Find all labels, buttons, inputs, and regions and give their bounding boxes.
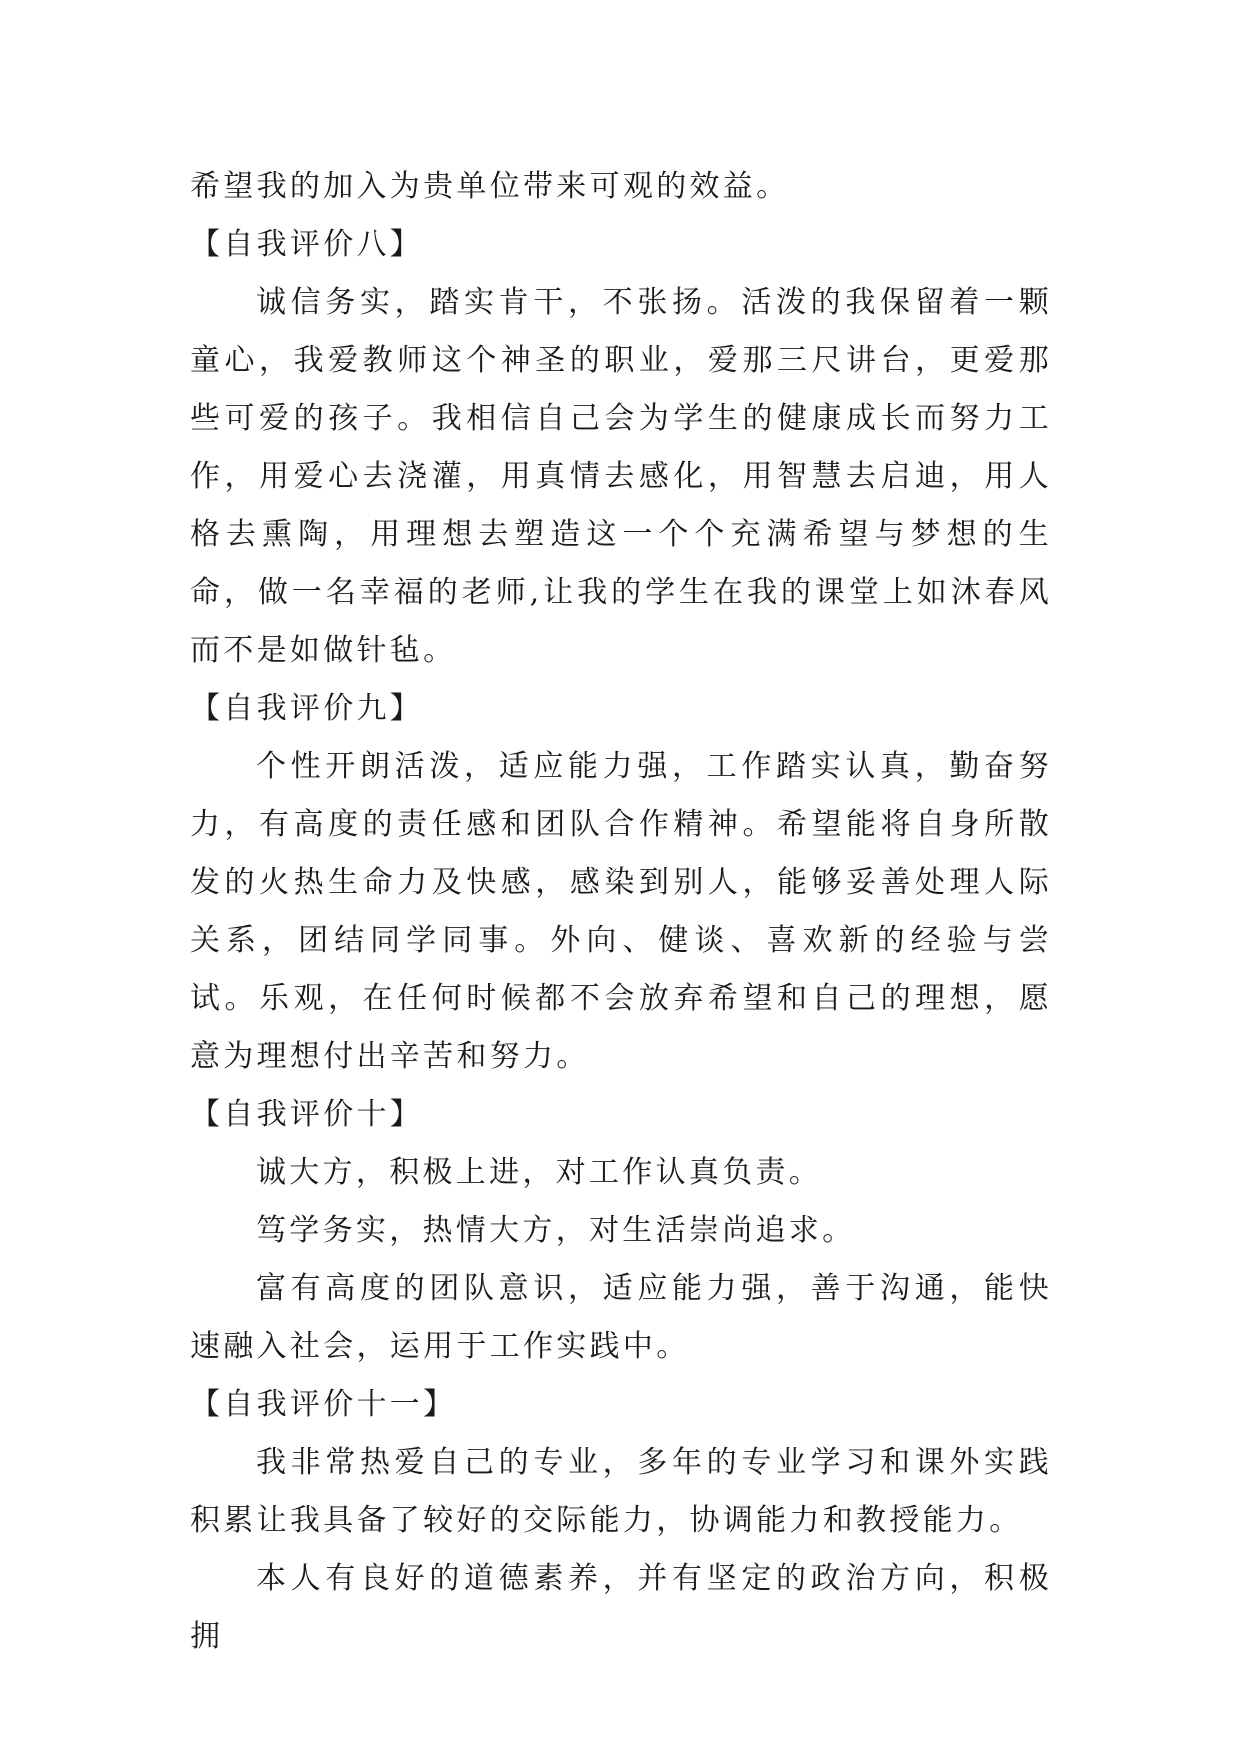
paragraph-eight: 诚信务实，踏实肯干，不张扬。活泼的我保留着一颗童心，我爱教师这个神圣的职业，爱那三尺讲台，更爱那些可爱的孩子。我相信自己会为学生的健康成长而努力工作，用爱心去浇灌，用真情去感化，用智慧去启迪，用人格去熏陶，用理想去塑造这一个个充满希望与梦想的生命，做一名幸福的老师,让我的学生在我的课堂上如沐春风而不是如做针毡。 (190, 285, 1052, 668)
paragraph-ten-3: 富有高度的团队意识，适应能力强，善于沟通，能快速融入社会，运用于工作实践中。 (190, 1271, 1052, 1364)
paragraph-ten-2: 笃学务实，热情大方，对生活崇尚追求。 (256, 1213, 856, 1248)
paragraph-continuation: 希望我的加入为贵单位带来可观的效益。 (190, 169, 790, 204)
paragraph-ten-1: 诚大方，积极上进，对工作认真负责。 (256, 1155, 823, 1190)
document-body (190, 158, 1052, 1666)
paragraph-eleven-1: 我非常热爱自己的专业，多年的专业学习和课外实践积累让我具备了较好的交际能力，协调能力和教授能力。 (190, 1445, 1052, 1538)
paragraph-nine: 个性开朗活泼，适应能力强，工作踏实认真，勤奋努力，有高度的责任感和团队合作精神。希望能将自身所散发的火热生命力及快感，感染到别人，能够妥善处理人际关系，团结同学同事。外向、健谈、喜欢新的经验与尝试。乐观，在任何时候都不会放弃希望和自己的理想，愿意为理想付出辛苦和努力。 (190, 749, 1052, 1074)
paragraph-eleven-2: 本人有良好的道德素养，并有坚定的政治方向，积极拥 (190, 1561, 1052, 1654)
section-heading-nine: 【自我评价九】 (190, 691, 424, 726)
section-heading-eight: 【自我评价八】 (190, 227, 424, 262)
section-heading-eleven: 【自我评价十一】 (190, 1387, 457, 1422)
section-heading-ten: 【自我评价十】 (190, 1097, 424, 1132)
